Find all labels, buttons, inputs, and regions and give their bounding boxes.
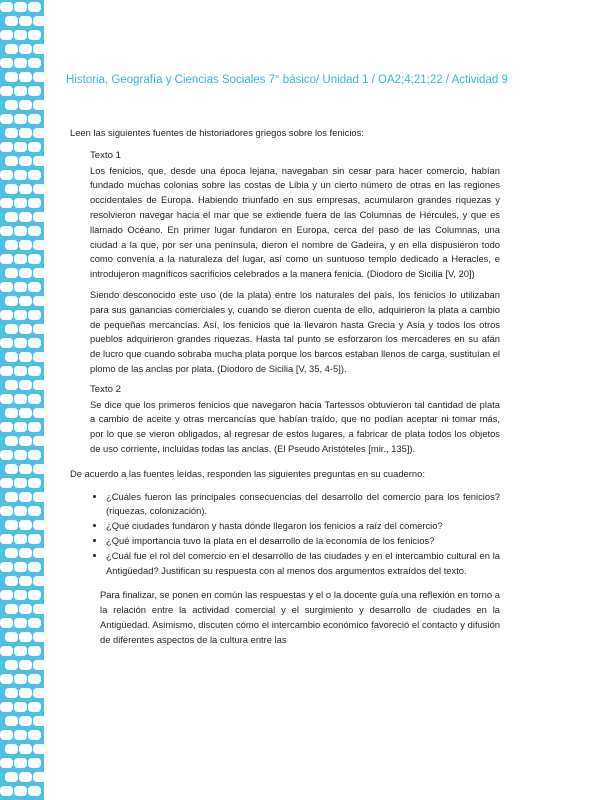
sidebar-tile <box>28 674 41 684</box>
sidebar-tile <box>33 604 44 614</box>
sidebar-tile <box>14 786 27 796</box>
sidebar-tile <box>5 632 18 642</box>
sidebar-tile <box>5 212 18 222</box>
question-item: • ¿Qué ciudades fundaron y hasta dónde llegaron los fenicios a raíz del comercio? <box>106 519 500 534</box>
sidebar-tile <box>33 632 44 642</box>
sidebar-tile <box>14 730 27 740</box>
decorative-sidebar <box>0 0 44 800</box>
sidebar-tile <box>33 660 44 670</box>
sidebar-tile <box>19 184 32 194</box>
sidebar-tile <box>33 296 44 306</box>
sidebar-tile <box>14 702 27 712</box>
sidebar-tile <box>14 58 27 68</box>
sidebar-tile <box>14 226 27 236</box>
sidebar-tile <box>33 464 44 474</box>
sidebar-tile <box>28 506 41 516</box>
sidebar-tile <box>0 366 13 376</box>
sidebar-tile <box>5 352 18 362</box>
sidebar-tile <box>19 16 32 26</box>
texto-1-paragraph-1: Los fenicios, que, desde una época lejana, navegaban sin cesar para hacer comercio, habían fundado muchas colonias sobre las costas de Libia y un cierto número de otras en las regiones occidentales de Europa. Habiendo triunfado en sus empresas, acumularon grandes riquezas y resolvieron navegar hacia el mar que se extiende fuera de las Columnas de Hércules, y que es llamado Océano. En primer lugar fundaron en Europa, cerca del paso de las Columnas, una ciudad a la que, por ser una península, dieron el nombre de Gadeira, y en ella dispusieron todo como convenía a la naturaleza del lugar, así como un suntuoso templo dedicado a Heracles, e introdujeron magníficos sacrificios celebrados a la manera fenicia. (Diodoro de Sicilia [V, 20]) <box>90 164 500 280</box>
sidebar-tile <box>33 128 44 138</box>
sidebar-tile <box>5 296 18 306</box>
sidebar-tile <box>5 72 18 82</box>
sidebar-tile <box>28 142 41 152</box>
sidebar-tile <box>5 436 18 446</box>
sidebar-tile <box>19 324 32 334</box>
sidebar-tile <box>0 254 13 264</box>
sidebar-tile <box>19 212 32 222</box>
sidebar-tile <box>14 450 27 460</box>
sidebar-tile <box>28 254 41 264</box>
sidebar-tile <box>28 310 41 320</box>
sidebar-tile <box>0 674 13 684</box>
sidebar-tile <box>14 646 27 656</box>
sidebar-tile <box>0 618 13 628</box>
sidebar-tile <box>28 478 41 488</box>
sidebar-tile <box>0 86 13 96</box>
sidebar-tile <box>19 128 32 138</box>
questions-intro: De acuerdo a las fuentes leídas, responden las siguientes preguntas en su cuaderno: <box>70 467 425 479</box>
sidebar-tile <box>28 590 41 600</box>
sidebar-tile <box>0 394 13 404</box>
sidebar-tile <box>28 282 41 292</box>
sidebar-tile <box>19 772 32 782</box>
sidebar-tile <box>19 716 32 726</box>
sidebar-tile <box>19 352 32 362</box>
sidebar-tile <box>14 562 27 572</box>
texto-2-label: Texto 2 <box>90 383 121 395</box>
sidebar-tile <box>33 324 44 334</box>
sidebar-tile <box>19 436 32 446</box>
sidebar-tile <box>0 422 13 432</box>
sidebar-tile <box>19 44 32 54</box>
sidebar-tile <box>19 632 32 642</box>
sidebar-tile <box>19 548 32 558</box>
sidebar-tile <box>14 254 27 264</box>
sidebar-tile <box>0 142 13 152</box>
questions-list <box>70 490 500 579</box>
sidebar-tile <box>5 576 18 586</box>
sidebar-tile <box>33 744 44 754</box>
sidebar-tile <box>0 478 13 488</box>
sidebar-tile <box>28 114 41 124</box>
sidebar-tile <box>33 212 44 222</box>
sidebar-tile <box>14 310 27 320</box>
sidebar-tile <box>28 534 41 544</box>
sidebar-tile <box>19 240 32 250</box>
sidebar-tile <box>14 478 27 488</box>
sidebar-tile <box>5 100 18 110</box>
sidebar-tile <box>0 506 13 516</box>
sidebar-tile <box>19 296 32 306</box>
sidebar-tile <box>5 464 18 474</box>
sidebar-tile <box>19 464 32 474</box>
sidebar-tile <box>14 590 27 600</box>
sidebar-tile <box>19 604 32 614</box>
sidebar-tile <box>28 338 41 348</box>
sidebar-tile <box>5 660 18 670</box>
sidebar-tile <box>28 226 41 236</box>
sidebar-tile <box>5 16 18 26</box>
sidebar-tile <box>33 156 44 166</box>
sidebar-tile <box>14 394 27 404</box>
sidebar-tile <box>5 128 18 138</box>
sidebar-tile <box>0 226 13 236</box>
sidebar-tile <box>5 492 18 502</box>
texto-2-paragraph-1: Se dice que los primeros fenicios que navegaron hacia Tartessos obtuvieron tal cantidad de plata a cambio de aceite y otras mercancías que habían traído, que no podían aceptar ni tomar más, por lo que se vieron obligados, al regresar de estos lugares, a fabricar de plata todos los objetos de uso corriente, incluidas todas las anclas. (El Pseudo Aristóteles [mir., 135]). <box>90 398 500 454</box>
sidebar-tile <box>33 408 44 418</box>
sidebar-tile <box>5 268 18 278</box>
sidebar-tile <box>28 702 41 712</box>
document-body <box>70 126 500 657</box>
sidebar-tile <box>14 170 27 180</box>
sidebar-tile <box>33 72 44 82</box>
sidebar-tile <box>28 366 41 376</box>
question-item: • ¿Qué importancia tuvo la plata en el desarrollo de la economía de los fenicios? <box>106 534 500 549</box>
sidebar-tile <box>28 2 41 12</box>
sidebar-tile <box>0 282 13 292</box>
sidebar-tile <box>28 422 41 432</box>
sidebar-tile <box>14 366 27 376</box>
sidebar-tile <box>5 772 18 782</box>
sidebar-tile <box>0 30 13 40</box>
closing-paragraph: Para finalizar, se ponen en común las respuestas y el o la docente guía una reflexión en torno a la relación entre la actividad comercial y el surgimiento y desarrollo de ciudades en la Antigüedad. Asimismo, discuten cómo el intercambio económico favoreció el contacto y difusión de diferentes aspectos de la cultura entre las <box>100 589 500 645</box>
sidebar-tile <box>5 688 18 698</box>
sidebar-tile <box>0 562 13 572</box>
sidebar-tile <box>14 282 27 292</box>
sidebar-tile <box>0 646 13 656</box>
texto-1-label: Texto 1 <box>90 149 121 161</box>
sidebar-tile <box>33 380 44 390</box>
question-item: • ¿Cuál fue el rol del comercio en el desarrollo de las ciudades y en el intercambio cultural en la Antigüedad? Justifican su respuesta con al menos dos argumentos extraídos del texto. <box>106 549 500 579</box>
sidebar-tile <box>14 30 27 40</box>
sidebar-tile <box>5 548 18 558</box>
sidebar-tile <box>33 44 44 54</box>
texto-2-block <box>90 383 500 457</box>
intro-text: Leen las siguientes fuentes de historiadores griegos sobre los fenicios: <box>70 127 364 138</box>
sidebar-tile <box>0 758 13 768</box>
sidebar-tile <box>33 492 44 502</box>
sidebar-tile <box>28 758 41 768</box>
sidebar-tile <box>5 520 18 530</box>
sidebar-tile <box>33 716 44 726</box>
sidebar-tile <box>5 156 18 166</box>
sidebar-tile <box>19 408 32 418</box>
sidebar-tile <box>19 576 32 586</box>
sidebar-tile <box>28 618 41 628</box>
sidebar-tile <box>28 730 41 740</box>
sidebar-tile <box>0 338 13 348</box>
sidebar-tile <box>5 324 18 334</box>
sidebar-tile <box>33 100 44 110</box>
sidebar-tile <box>14 2 27 12</box>
sidebar-tile <box>0 58 13 68</box>
sidebar-tile <box>0 590 13 600</box>
sidebar-tile <box>0 730 13 740</box>
sidebar-tile <box>5 604 18 614</box>
sidebar-tile <box>28 58 41 68</box>
sidebar-tile <box>14 618 27 628</box>
sidebar-tile <box>19 380 32 390</box>
sidebar-tile <box>5 380 18 390</box>
sidebar-tile <box>19 268 32 278</box>
sidebar-tile <box>33 548 44 558</box>
sidebar-tile <box>14 534 27 544</box>
sidebar-tile <box>0 534 13 544</box>
sidebar-tile <box>33 436 44 446</box>
page-header-title: Historia, Geografía y Ciencias Sociales 7° básico/ Unidad 1 / OA2;4;21;22 / Actividad 9 <box>66 74 508 86</box>
sidebar-tile <box>28 394 41 404</box>
sidebar-tile <box>19 660 32 670</box>
sidebar-tile <box>0 114 13 124</box>
texto-1-paragraph-2: Siendo desconocido este uso (de la plata) entre los naturales del país, los fenicios lo utilizaban para sus ganancias comerciales y, cuando se dieron cuenta de ello, adquirieron la plata a cambio de pequeñas mercancías. Así, los fenicios que la llevaron hasta Grecia y Asia y todos los otros pueblos adquirieron grandes riquezas. Hasta tal punto se esforzaron los mercaderes en su afán de lucro que cuando sobraba mucha plata porque los barcos estaban llenos de carga, sustituían el plomo de las anclas por plata. (Diodoro de Sicilia [V, 35, 4-5]). <box>90 288 500 374</box>
sidebar-tile <box>28 198 41 208</box>
sidebar-tile <box>0 450 13 460</box>
sidebar-tile <box>14 338 27 348</box>
sidebar-tile <box>5 744 18 754</box>
sidebar-tile <box>28 30 41 40</box>
sidebar-tile <box>28 646 41 656</box>
sidebar-tile <box>19 688 32 698</box>
sidebar-tile <box>5 44 18 54</box>
sidebar-tile <box>19 520 32 530</box>
sidebar-tile <box>0 310 13 320</box>
sidebar-tile <box>33 268 44 278</box>
sidebar-tile <box>33 772 44 782</box>
question-item: • ¿Cuáles fueron las principales consecuencias del desarrollo del comercio para los fenicios? (riquezas, colonización). <box>106 490 500 520</box>
sidebar-tile <box>14 422 27 432</box>
sidebar-tile <box>14 198 27 208</box>
sidebar-tile <box>28 786 41 796</box>
sidebar-tile <box>33 576 44 586</box>
sidebar-tile <box>0 786 13 796</box>
sidebar-tile <box>14 142 27 152</box>
sidebar-tile <box>28 562 41 572</box>
sidebar-tile <box>28 170 41 180</box>
sidebar-tile <box>0 2 13 12</box>
sidebar-tile <box>14 758 27 768</box>
sidebar-tile <box>14 114 27 124</box>
sidebar-tile <box>33 688 44 698</box>
sidebar-tile <box>28 86 41 96</box>
sidebar-tile <box>0 170 13 180</box>
sidebar-tile <box>14 674 27 684</box>
sidebar-tile <box>19 744 32 754</box>
sidebar-tile <box>19 100 32 110</box>
sidebar-tile <box>14 86 27 96</box>
sidebar-tile <box>5 408 18 418</box>
texto-1-block <box>90 149 500 377</box>
sidebar-tile <box>19 72 32 82</box>
sidebar-tile <box>33 352 44 362</box>
sidebar-tile <box>33 520 44 530</box>
sidebar-tile <box>19 156 32 166</box>
sidebar-tile <box>33 240 44 250</box>
sidebar-tile <box>33 16 44 26</box>
sidebar-tile <box>19 492 32 502</box>
sidebar-tile <box>5 240 18 250</box>
sidebar-tile <box>28 450 41 460</box>
sidebar-tile <box>0 198 13 208</box>
sidebar-tile <box>33 184 44 194</box>
sidebar-tile <box>14 506 27 516</box>
sidebar-tile <box>0 702 13 712</box>
sidebar-tile <box>5 716 18 726</box>
sidebar-tile <box>5 184 18 194</box>
